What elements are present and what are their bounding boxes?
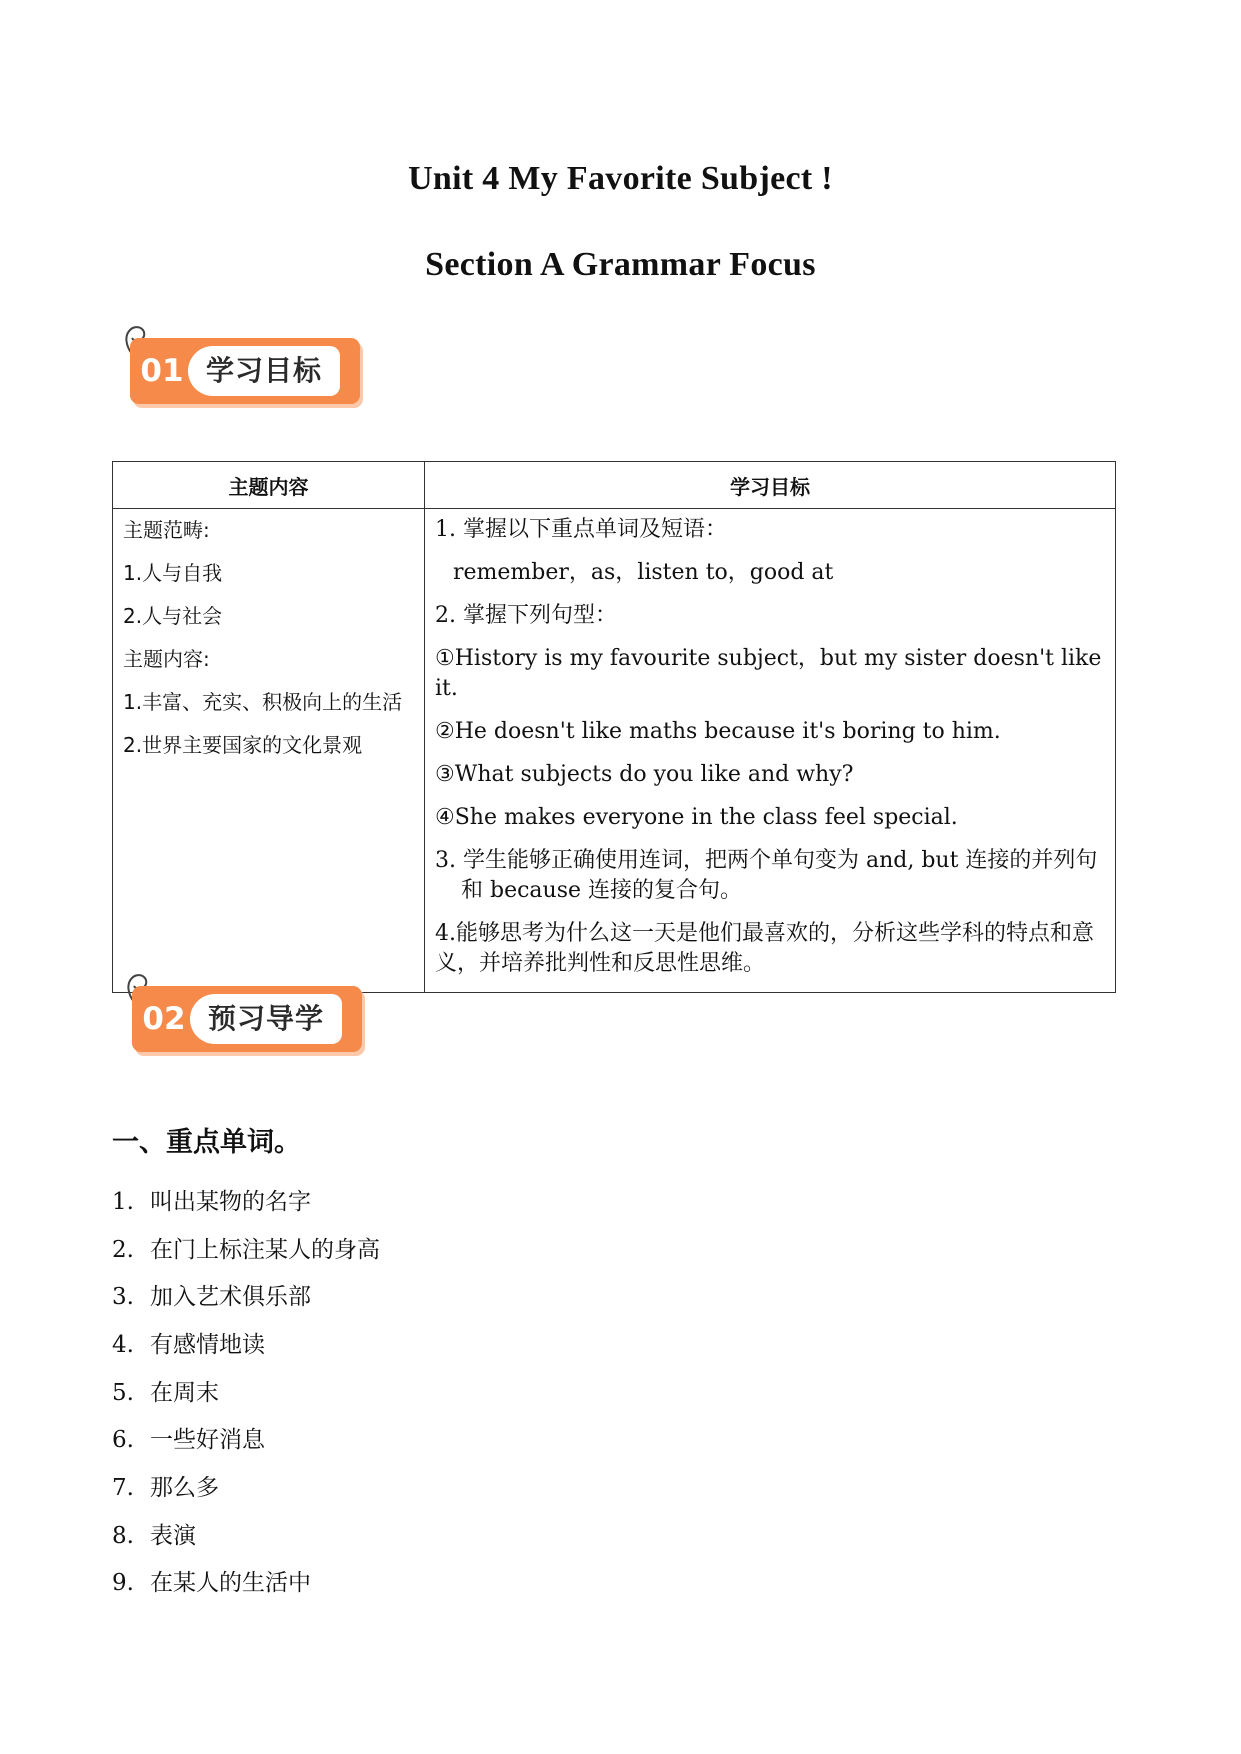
list-item	[112, 1517, 196, 1550]
item-number: 7.	[112, 1475, 134, 1501]
topic-line: 2.世界主要国家的文化景观	[123, 733, 363, 757]
item-text: 在某人的生活中	[150, 1570, 311, 1596]
column-header-goals: 学习目标	[425, 462, 1116, 509]
item-number: 8.	[112, 1523, 134, 1549]
goal-line: ④She makes everyone in the class feel special.	[435, 805, 958, 830]
topic-line: 1.人与自我	[123, 561, 223, 585]
topic-line: 主题内容:	[123, 647, 210, 671]
badge-label: 学习目标	[205, 354, 322, 387]
item-number: 9.	[112, 1570, 134, 1596]
item-text: 叫出某物的名字	[150, 1189, 311, 1215]
badge-label: 预习导学	[207, 1002, 324, 1035]
item-number: 6.	[112, 1427, 134, 1453]
list-item	[112, 1469, 219, 1502]
list-item	[112, 1326, 265, 1359]
page-title: Unit 4 My Favorite Subject !	[408, 160, 833, 197]
table-header-row	[113, 462, 1116, 509]
goal-line: ③What subjects do you like and why?	[435, 762, 854, 787]
item-text: 有感情地读	[150, 1332, 265, 1358]
item-text: 那么多	[150, 1475, 219, 1501]
badge-number: 02	[142, 1001, 186, 1037]
item-text: 在门上标注某人的身高	[150, 1237, 380, 1263]
table-row	[113, 509, 1116, 993]
item-text: 在周末	[150, 1380, 219, 1406]
goal-line: remember，as，listen to，good at	[453, 560, 834, 585]
goal-line: 4.能够思考为什么这一天是他们最喜欢的，分析这些学科的特点和意义，并培养批判性和反思性思维。	[435, 921, 1094, 976]
item-number: 2.	[112, 1237, 134, 1263]
list-item	[112, 1564, 311, 1597]
goal-line: 1. 掌握以下重点单词及短语：	[435, 517, 727, 542]
list-item	[112, 1421, 265, 1454]
vocab-heading: 一、重点单词。	[112, 1127, 301, 1158]
item-text: 一些好消息	[150, 1427, 265, 1453]
goal-line: ②He doesn't like maths because it's boring to him.	[435, 719, 1001, 744]
goals-cell	[425, 509, 1116, 993]
badge-number: 01	[140, 353, 184, 389]
list-item	[112, 1231, 380, 1264]
item-number: 1.	[112, 1189, 134, 1215]
item-text: 表演	[150, 1523, 196, 1549]
topic-line: 1.丰富、充实、积极向上的生活	[123, 690, 403, 714]
topic-line: 2.人与社会	[123, 604, 223, 628]
section-subtitle: Section A Grammar Focus	[425, 246, 816, 283]
section-badge-learning-goals	[118, 320, 368, 420]
item-text: 加入艺术俱乐部	[150, 1284, 311, 1310]
goal-line: ①History is my favourite subject，but my sister doesn't like it.	[435, 646, 1102, 701]
item-number: 3.	[112, 1284, 134, 1310]
learning-goals-table	[112, 461, 1116, 993]
goal-line: 2. 掌握下列句型：	[435, 603, 617, 628]
column-header-topic: 主题内容	[113, 462, 425, 509]
item-number: 4.	[112, 1332, 134, 1358]
topic-line: 主题范畴:	[123, 518, 210, 542]
list-item	[112, 1183, 311, 1216]
item-number: 5.	[112, 1380, 134, 1406]
list-item	[112, 1278, 311, 1311]
goal-line: 3. 学生能够正确使用连词，把两个单句变为 and, but 连接的并列句和 because 连接的复合句。	[435, 848, 1098, 903]
topic-cell	[113, 509, 425, 993]
section-badge-preview-guide	[120, 968, 370, 1068]
list-item	[112, 1374, 219, 1407]
